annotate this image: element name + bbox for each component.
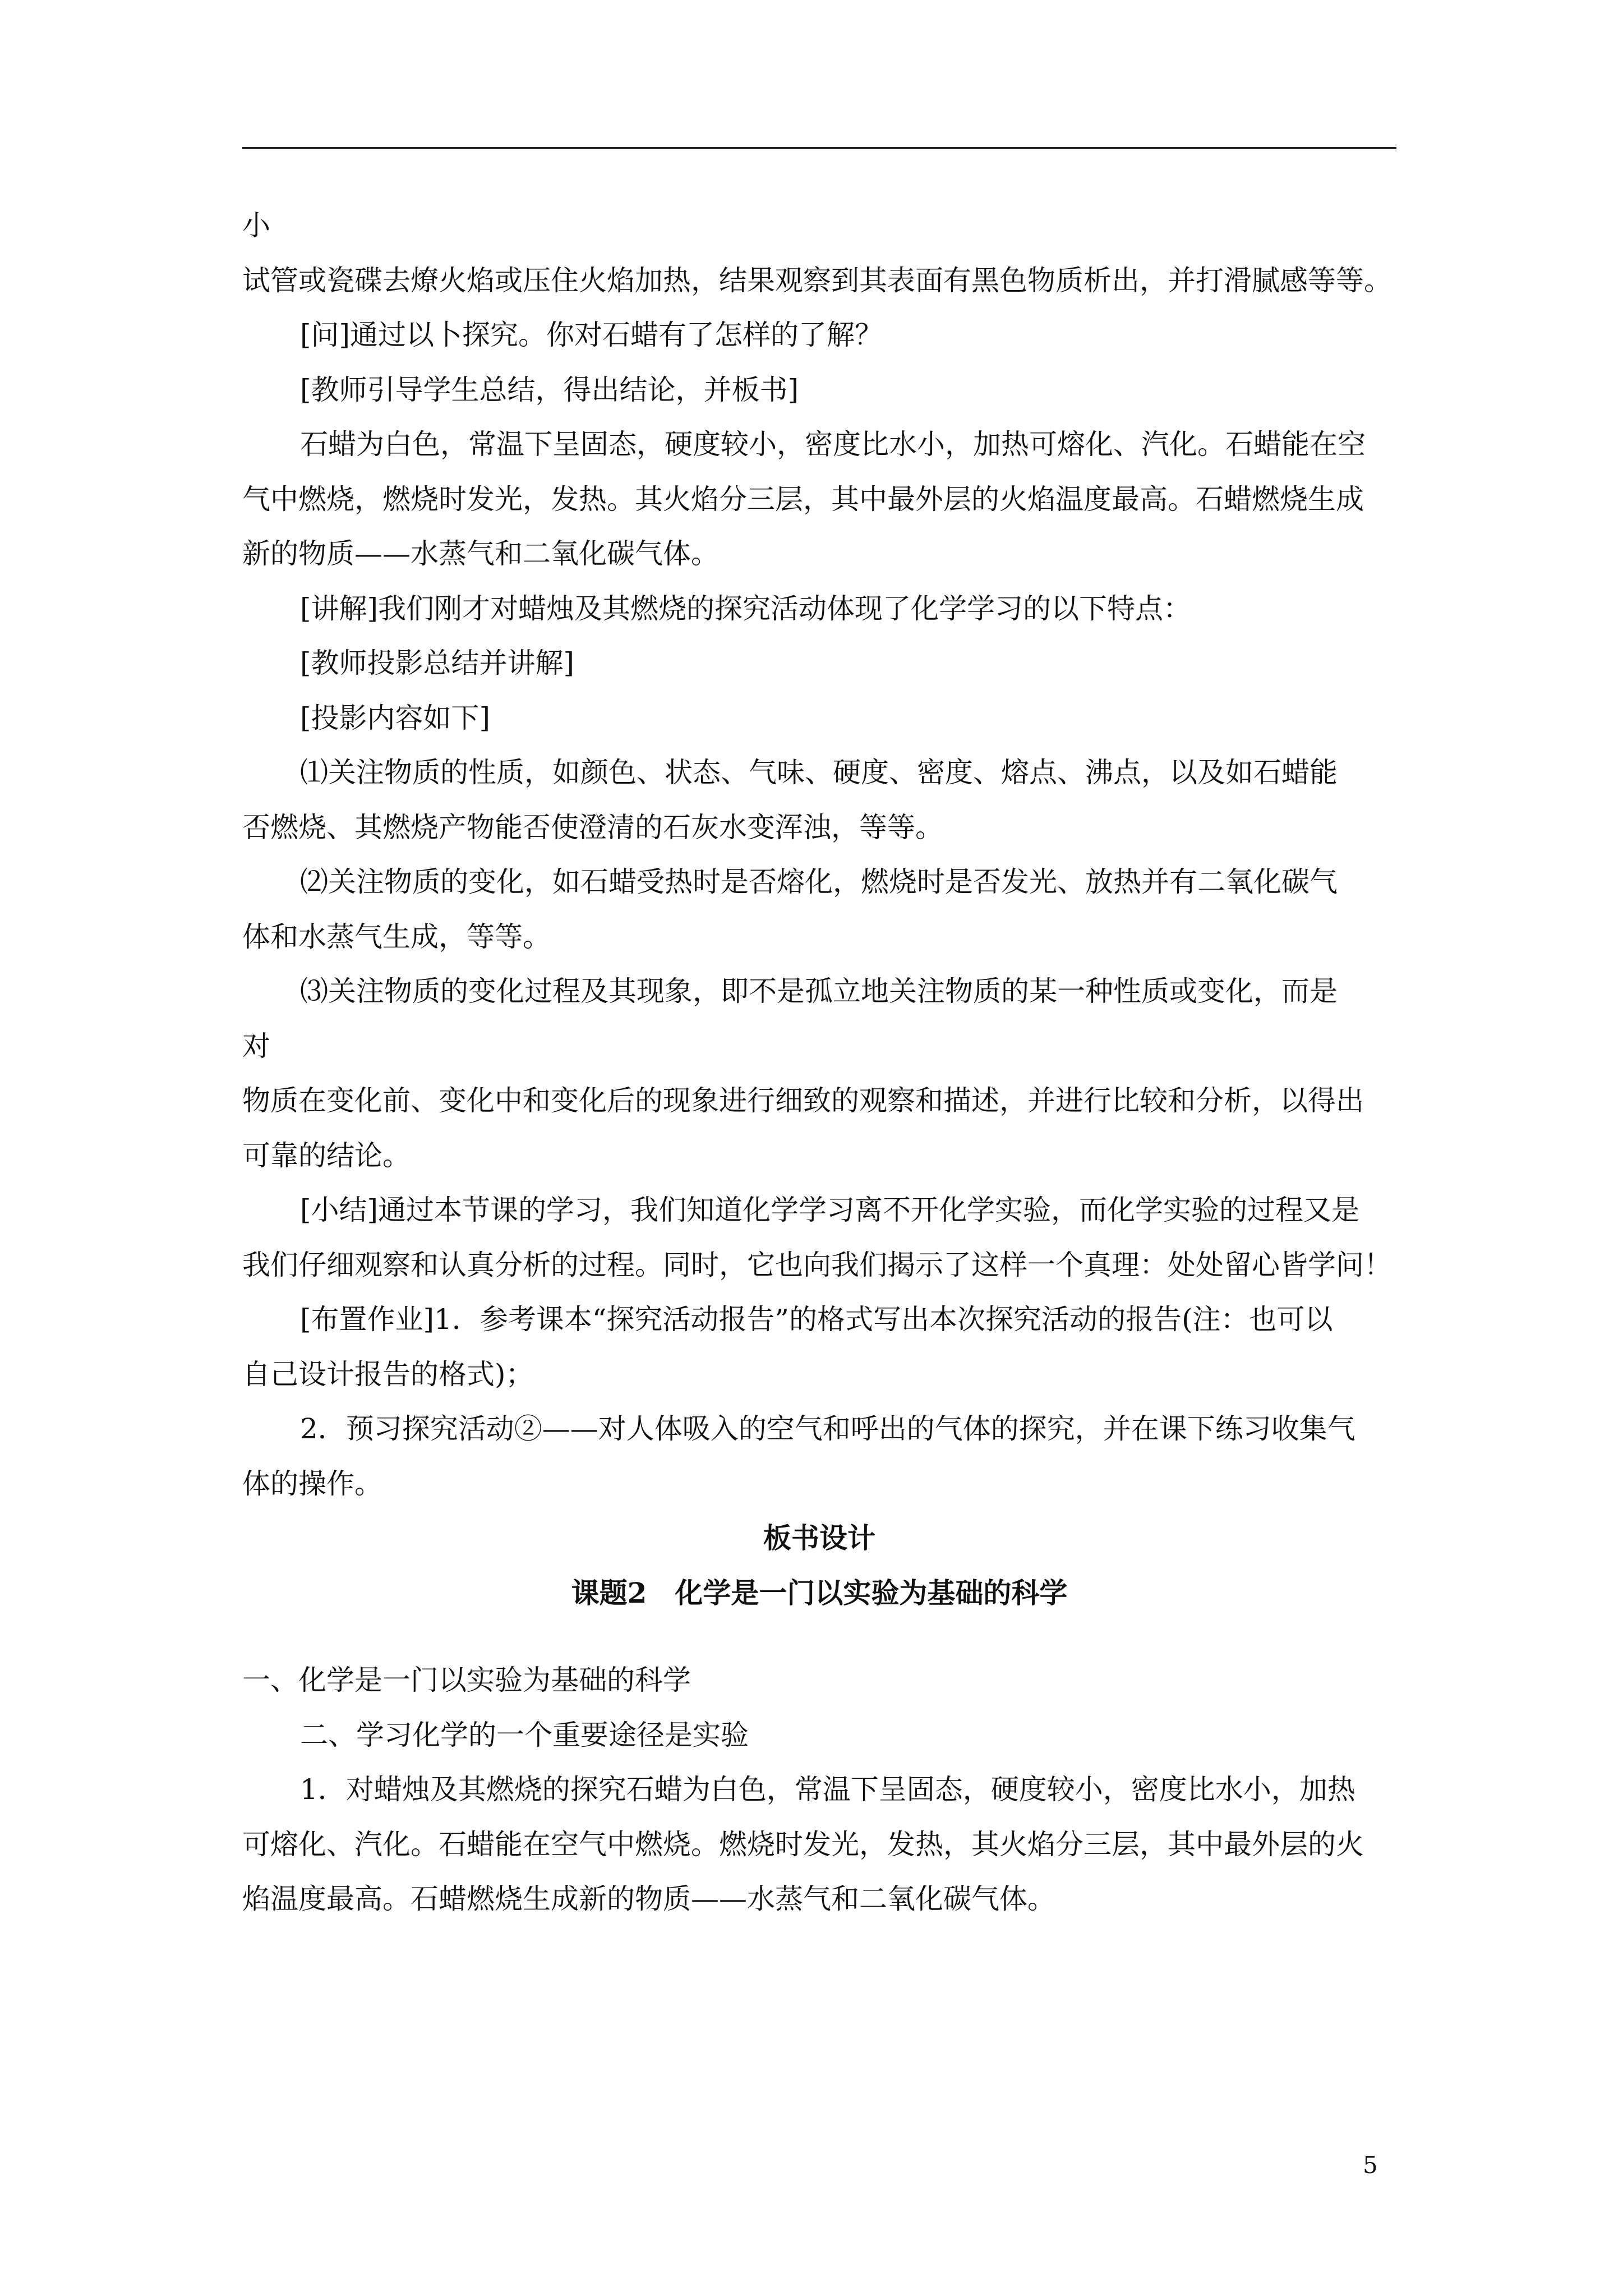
board-line: 二、学习化学的一个重要途径是实验 (300, 1719, 749, 1751)
text-line: 试管或瓷碟去燎火焰或压住火焰加热，结果观察到其表面有黑色物质析出，并打滑腻感等等。 (242, 264, 1392, 297)
text-line: 可靠的结论。 (242, 1139, 411, 1172)
page-number: 5 (1363, 2151, 1378, 2179)
board-line: 一、化学是一门以实验为基础的科学 (242, 1664, 691, 1696)
text-line: [问]通过以卜探究。你对石蜡有了怎样的了解？ (300, 319, 883, 351)
text-line: [小结]通过本节课的学习，我们知道化学学习离不开化学实验，而化学实验的过程又是 (300, 1194, 1360, 1226)
board-line: 焰温度最高。石蜡燃烧生成新的物质——水蒸气和二氧化碳气体。 (242, 1883, 1055, 1915)
text-line: [教师引导学生总结，得出结论，并板书] (300, 374, 799, 406)
text-line: 对 (242, 1030, 270, 1062)
text-line: 体和水蒸气生成，等等。 (242, 921, 551, 953)
text-line: ⑴关注物质的性质，如颜色、状态、气味、硬度、密度、熔点、沸点，以及如石蜡能 (300, 756, 1338, 789)
board-line: 可熔化、汽化。石蜡能在空气中燃烧。燃烧时发光，发热，其火焰分三层，其中最外层的火 (242, 1828, 1364, 1861)
text-line: 2．预习探究活动②——对人体吸入的空气和呼出的气体的探究，并在课下练习收集气 (300, 1412, 1355, 1445)
text-line: [教师投影总结并讲解] (300, 647, 575, 679)
text-line: 自己设计报告的格式)； (242, 1358, 534, 1391)
text-line: 小 (242, 209, 270, 242)
text-line: 石蜡为白色，常温下呈固态，硬度较小，密度比水小，加热可熔化、汽化。石蜡能在空 (300, 428, 1366, 461)
text-line: 物质在变化前、变化中和变化后的现象进行细致的观察和描述，并进行比较和分析，以得出 (242, 1084, 1364, 1117)
text-line: 气中燃烧，燃烧时发光，发热。其火焰分三层，其中最外层的火焰温度最高。石蜡燃烧生成 (242, 483, 1364, 516)
text-line: [投影内容如下] (300, 702, 491, 734)
text-line: ⑶关注物质的变化过程及其现象，即不是孤立地关注物质的某一种性质或变化，而是 (300, 975, 1338, 1007)
lesson-title: 课题2 化学是一门以实验为基础的科学 (571, 1576, 1068, 1609)
text-line: 新的物质——水蒸气和二氧化碳气体。 (242, 537, 719, 570)
text-line: 否燃烧、其燃烧产物能否使澄清的石灰水变浑浊，等等。 (242, 811, 943, 844)
text-line: [讲解]我们刚才对蜡烛及其燃烧的探究活动体现了化学学习的以下特点： (300, 592, 1192, 625)
text-line: 体的操作。 (242, 1467, 382, 1500)
header-rule (242, 147, 1396, 149)
text-line: [布置作业]1．参考课本“探究活动报告”的格式写出本次探究活动的报告(注：也可以 (300, 1303, 1333, 1336)
board-line: 1．对蜡烛及其燃烧的探究石蜡为白色，常温下呈固态，硬度较小，密度比水小，加热 (300, 1773, 1355, 1806)
text-line: 我们仔细观察和认真分析的过程。同时，它也向我们揭示了这样一个真理：处处留心皆学问！ (242, 1249, 1392, 1281)
text-line: ⑵关注物质的变化，如石蜡受热时是否熔化，燃烧时是否发光、放热并有二氧化碳气 (300, 866, 1338, 898)
section-heading: 板书设计 (763, 1521, 875, 1554)
